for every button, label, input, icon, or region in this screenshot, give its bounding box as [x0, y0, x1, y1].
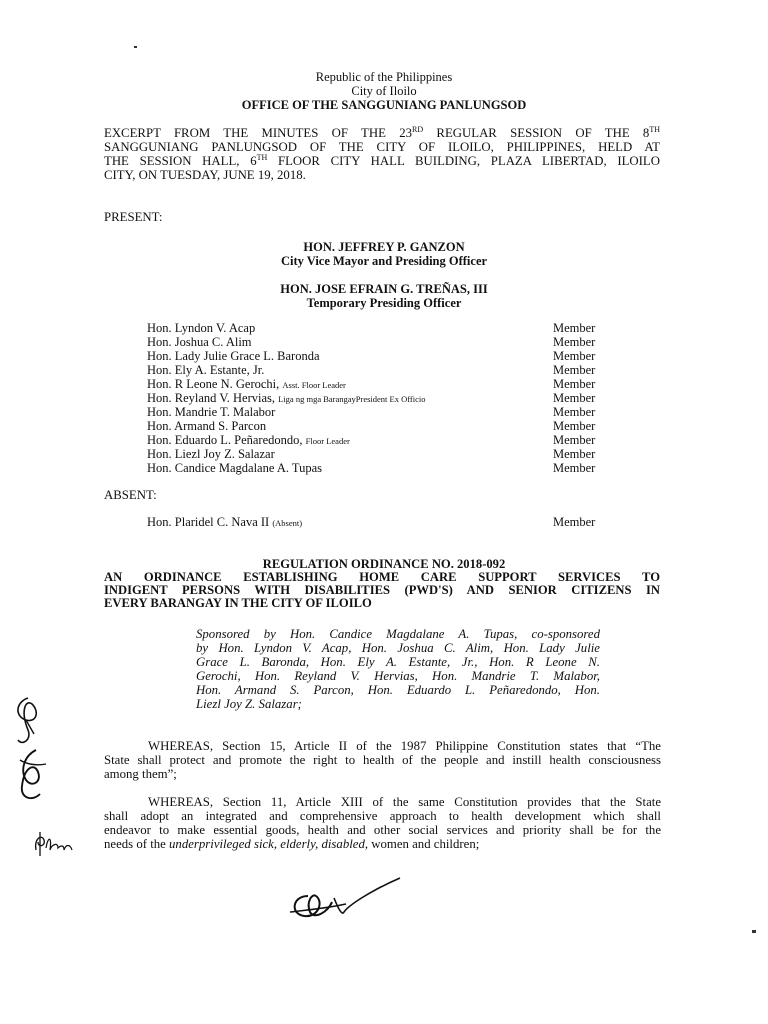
member-name — [147, 406, 547, 420]
member-role: Member — [553, 335, 596, 349]
member-name — [147, 420, 547, 434]
member-name — [147, 350, 547, 364]
whereas-italic-text: underprivileged sick, elderly, disabled, — [169, 837, 369, 851]
excerpt-line-2: SANGGUNIANG PANLUNGSOD OF THE CITY OF ILOILO, PHILIPPINES, HELD AT — [104, 140, 660, 154]
whereas-2-line-4 — [104, 837, 661, 851]
whereas-2-line-2: shall adopt an integrated and comprehensive approach to health development which shall — [104, 809, 661, 823]
member-role: Member — [553, 419, 596, 433]
officer-name: HON. JOSE EFRAIN G. TREÑAS, III — [280, 282, 488, 296]
member-note: Asst. Floor Leader — [282, 380, 346, 390]
member-role: Member — [553, 391, 596, 405]
member-note: (Absent) — [272, 518, 303, 528]
excerpt-text: FLOOR CITY HALL BUILDING, PLAZA LIBERTAD, ILOILO — [267, 154, 660, 168]
member-name-text: Hon. Armand S. Parcon — [147, 419, 267, 433]
member-name — [147, 462, 547, 476]
sponsor-line: by Hon. Lyndon V. Acap, Hon. Joshua C. Alim, Hon. Lady Julie — [196, 641, 600, 655]
absent-member-role: Member — [553, 515, 596, 529]
excerpt-line-3 — [104, 154, 660, 168]
absent-member-name — [147, 516, 547, 531]
absent-label: ABSENT: — [104, 488, 157, 502]
whereas-text: women and children; — [368, 837, 480, 851]
ordinance-number: REGULATION ORDINANCE NO. 2018-092 — [262, 557, 506, 571]
member-name-text: Hon. Eduardo L. Peñaredondo, — [147, 433, 303, 447]
member-note: Liga ng mga BarangayPresident Ex Officio — [278, 394, 426, 404]
excerpt-text: EXCERPT FROM THE MINUTES OF THE 23 — [104, 126, 412, 140]
member-name — [147, 364, 547, 378]
scan-speck — [752, 930, 756, 933]
whereas-2-line-3: endeavor to make essential goods, health and other social services and priority shall be for the — [104, 823, 661, 837]
present-label: PRESENT: — [104, 210, 163, 224]
bottom-initials-signature — [288, 872, 408, 928]
ordinance-title-line-2: INDIGENT PERSONS WITH DISABILITIES (PWD'S) AND SENIOR CITIZENS IN — [104, 583, 660, 597]
member-role: Member — [553, 433, 596, 447]
member-role: Member — [553, 377, 596, 391]
header-city: City of Iloilo — [351, 84, 417, 98]
member-name-text: Hon. Joshua C. Alim — [147, 335, 252, 349]
officer-title: Temporary Presiding Officer — [306, 296, 462, 310]
member-name — [147, 448, 547, 462]
member-name-text: Hon. Lady Julie Grace L. Baronda — [147, 349, 320, 363]
member-name-text: Hon. Reyland V. Hervias, — [147, 391, 275, 405]
officer-title: City Vice Mayor and Presiding Officer — [280, 254, 488, 268]
member-name-text: Hon. Lyndon V. Acap — [147, 321, 256, 335]
header-office: OFFICE OF THE SANGGUNIANG PANLUNGSOD — [241, 98, 527, 112]
member-role: Member — [553, 321, 596, 335]
sponsor-line: Gerochi, Hon. Reyland V. Hervias, Hon. Mandrie T. Malabor, — [196, 669, 600, 683]
whereas-1-line-2: State shall protect and promote the right to health of the people and instill health consciousness — [104, 753, 661, 767]
scan-speck — [134, 46, 137, 48]
ordinance-title-line-3: EVERY BARANGAY IN THE CITY OF ILOILO — [104, 596, 372, 610]
ordinance-title-line-1: AN ORDINANCE ESTABLISHING HOME CARE SUPPORT SERVICES TO — [104, 570, 660, 584]
member-name — [147, 322, 547, 336]
member-name-text: Hon. Mandrie T. Malabor — [147, 405, 276, 419]
officer-name: HON. JEFFREY P. GANZON — [303, 240, 465, 254]
excerpt-text: THE SESSION HALL, 6 — [104, 154, 257, 168]
member-role: Member — [553, 447, 596, 461]
sponsor-line: Grace L. Baronda, Hon. Ely A. Estante, Jr., Hon. R Leone N. — [196, 655, 600, 669]
sponsor-line: Liezl Joy Z. Salazar; — [196, 697, 302, 711]
excerpt-text: REGULAR SESSION OF THE 8 — [423, 126, 650, 140]
whereas-1-line-3: among them”; — [104, 767, 177, 781]
member-name-text: Hon. Candice Magdalane A. Tupas — [147, 461, 322, 475]
member-role: Member — [553, 349, 596, 363]
excerpt-superscript: TH — [256, 153, 268, 162]
excerpt-superscript: RD — [412, 125, 424, 134]
member-name-text: Hon. Plaridel C. Nava II — [147, 515, 270, 529]
margin-initials-ple — [30, 830, 78, 858]
excerpt-line-1 — [104, 126, 660, 140]
header-republic: Republic of the Philippines — [315, 70, 453, 84]
whereas-1-line-1: WHEREAS, Section 15, Article II of the 1987 Philippine Constitution states that “The — [148, 739, 661, 753]
member-note: Floor Leader — [305, 436, 350, 446]
excerpt-superscript: TH — [649, 125, 660, 134]
member-name-text: Hon. R Leone N. Gerochi, — [147, 377, 280, 391]
member-name-text: Hon. Ely A. Estante, Jr. — [147, 363, 265, 377]
whereas-text: needs of the — [104, 837, 170, 851]
sponsor-line: Hon. Armand S. Parcon, Hon. Eduardo L. Peñaredondo, Hon. — [196, 683, 600, 697]
member-name-text: Hon. Liezl Joy Z. Salazar — [147, 447, 275, 461]
member-role: Member — [553, 461, 596, 475]
margin-initials-signature — [6, 690, 54, 810]
excerpt-line-4: CITY, ON TUESDAY, JUNE 19, 2018. — [104, 168, 306, 182]
member-role: Member — [553, 405, 596, 419]
whereas-2-line-1: WHEREAS, Section 11, Article XIII of the same Constitution provides that the State — [148, 795, 661, 809]
member-name — [147, 336, 547, 350]
sponsor-line: Sponsored by Hon. Candice Magdalane A. Tupas, co-sponsored — [196, 627, 600, 641]
member-role: Member — [553, 363, 596, 377]
